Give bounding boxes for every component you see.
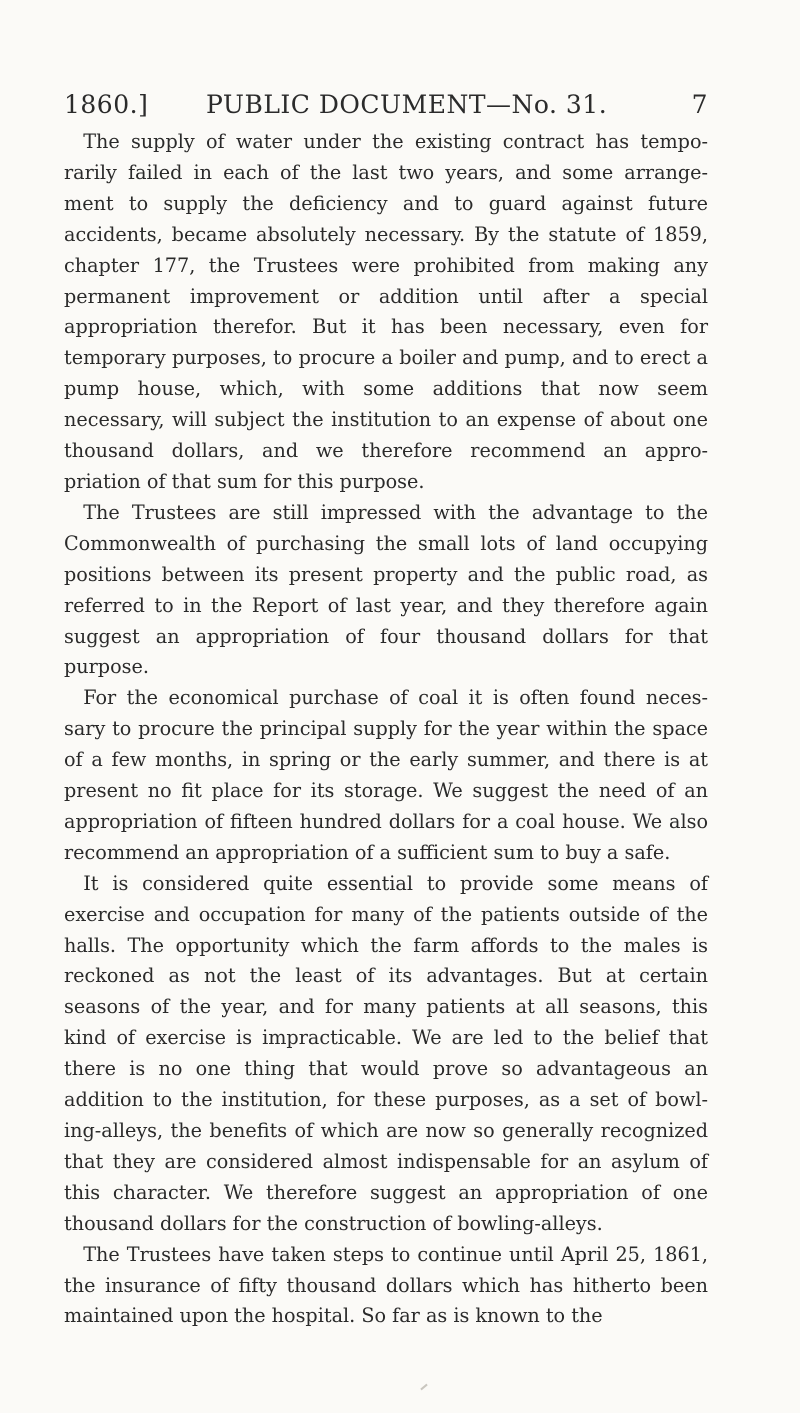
paragraph-coal-house: For the economical purchase of coal it is often found neces- sary to procure the principal supply for the year within the space of a few months, in spring or the early summer, and there is at present no fit place for its storage. We suggest the need of an appropriation of fifteen hundred dollars for a coal house. We also recommend an appropriation of a sufficient sum to buy a safe. (64, 686, 708, 864)
header-year: 1860.] (64, 90, 149, 119)
paragraph-bowling-alleys: It is considered quite essential to provide some means of exercise and occupation for many of the patients outside of the halls. The opportunity which the farm affords to the males is reckoned as not the least of its advantages. But at certain seasons of the year, and for many patients at all seasons, this kind of exercise is impracticable. We are led to the belief that there is no one thing that would prove so advantageous an addition to the institution, for these purposes, as a set of bowl- ing-alleys, the benefits of which are now so generally recognized that they are considered almost indispensable for an asylum of this character. We therefore suggest an appropriation of one thousand dollars for the construction of bowling-alleys. (64, 871, 708, 1235)
stray-mark (420, 1384, 427, 1391)
paragraph-water-supply: The supply of water under the existing contract has tempo- rarily failed in each of the last two years, and some arrange- ment to supply the deficiency and to guard against future accidents, became absolutely necessary. By the statute of 1859, chapter 177, the Trustees were prohibited from making any permanent improvement or addition until after a special appropriation therefor. But it has been necessary, even for temporary purposes, to procure a boiler and pump, and to erect a pump house, which, with some additions that now seem necessary, will subject the institution to an expense of about one thousand dollars, and we therefore recommend an appro- priation of that sum for this purpose. (64, 130, 708, 493)
paragraph-land-purchase: The Trustees are still impressed with the advantage to the Commonwealth of purchasing the small lots of land occupying positions between its present property and the public road, as referred to in the Report of last year, and they therefore again suggest an appropriation of four thousand dollars for that purpose. (64, 500, 708, 679)
header-title: PUBLIC DOCUMENT—No. 31. (206, 90, 608, 119)
body-text (64, 127, 708, 1332)
paragraph-insurance: The Trustees have taken steps to continue until April 25, 1861, the insurance of fifty thousand dollars which has hitherto been maintained upon the hospital. So far as is known to the (64, 1242, 708, 1328)
header-page-number: 7 (691, 90, 708, 119)
running-header (64, 90, 708, 126)
